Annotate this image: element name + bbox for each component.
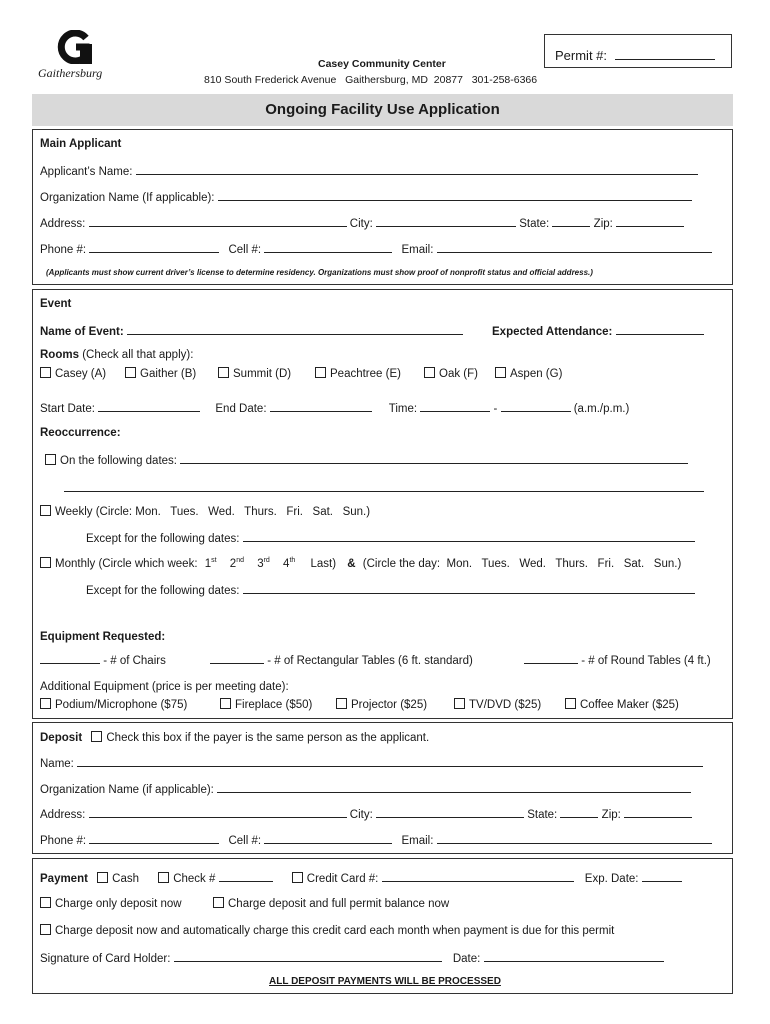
chairs-input[interactable] [40, 653, 100, 664]
following-dates-label: On the following dates: [60, 455, 177, 467]
equipment-heading: Equipment Requested: [40, 631, 166, 643]
zip-input[interactable] [616, 216, 684, 227]
checkbox-icon[interactable] [315, 367, 326, 378]
room-summit-label: Summit (D) [233, 368, 292, 380]
following-dates-input[interactable] [180, 453, 688, 464]
applicant-note: (Applicants must show current driver’s license to determine residency. Organizations must show proof of nonprofit status and official address.) [46, 268, 593, 277]
room-casey-label: Casey (A) [55, 368, 107, 380]
weekly-checkbox[interactable] [40, 505, 51, 516]
deposit-only-checkbox[interactable] [40, 897, 51, 908]
weekly-except-label: Except for the following dates: [86, 533, 240, 545]
credit-card-input[interactable] [382, 871, 574, 882]
org-name-row [40, 190, 692, 204]
cash-checkbox[interactable] [97, 872, 108, 883]
start-date-input[interactable] [98, 401, 200, 412]
zip-label: Zip: [593, 218, 613, 230]
equip-coffee-maker[interactable] [565, 698, 679, 711]
week-1-suffix: st [211, 557, 217, 565]
reoccurrence-label: Reoccurrence: [40, 427, 121, 439]
deposit-org-input[interactable] [217, 782, 691, 793]
applicant-name-row [40, 164, 698, 178]
dates-row [40, 401, 629, 415]
chairs-row [40, 653, 166, 667]
ampersand: & [347, 558, 356, 570]
address-input[interactable] [89, 216, 347, 227]
week-2-num: 2 [229, 558, 237, 570]
following-dates-row [45, 453, 688, 467]
payment-heading: Payment [40, 873, 88, 885]
state-label: State: [519, 218, 550, 230]
phone-row [40, 242, 712, 256]
permit-box [544, 34, 732, 68]
week-last[interactable]: Last) [310, 558, 337, 570]
pay-cash-label: Cash [112, 873, 139, 885]
deposit-zip-label: Zip: [601, 809, 621, 821]
monthly-except-label: Except for the following dates: [86, 585, 240, 597]
week-2[interactable] [230, 558, 244, 570]
event-name-input[interactable] [127, 324, 463, 335]
week-3-num: 3 [257, 558, 264, 570]
checkbox-icon[interactable] [218, 367, 229, 378]
attendance-row [492, 324, 704, 338]
room-peachtree-label: Peachtree (E) [330, 368, 401, 380]
title-bar [32, 94, 733, 126]
checkbox-icon[interactable] [40, 367, 51, 378]
address-label: Address: [40, 218, 86, 230]
equip-tv-dvd-label: TV/DVD ($25) [469, 699, 542, 711]
equip-podium[interactable] [40, 698, 187, 711]
deposit-org-row [40, 782, 691, 796]
deposit-only-label: Charge only deposit now [55, 898, 182, 910]
following-dates-checkbox[interactable] [45, 454, 56, 465]
round-tables-input[interactable] [524, 653, 578, 664]
charge-deposit-only[interactable] [40, 897, 182, 910]
room-oak-label: Oak (F) [439, 368, 478, 380]
charge-deposit-auto[interactable] [40, 924, 614, 937]
phone-label: Phone #: [40, 244, 87, 256]
monthly-row[interactable] [40, 557, 681, 570]
room-aspen[interactable] [495, 367, 562, 380]
deposit-same-payer-checkbox[interactable] [91, 731, 102, 742]
logo-text: Gaithersburg [38, 66, 103, 80]
weekly-except-row [86, 531, 695, 545]
deposit-phone-input[interactable] [89, 833, 219, 844]
equip-fireplace[interactable] [220, 698, 312, 711]
city-input[interactable] [376, 216, 516, 227]
charge-deposit-full[interactable] [213, 897, 449, 910]
applicant-name-input[interactable] [136, 164, 698, 175]
pay-check-label: Check # [173, 873, 216, 885]
week-1[interactable] [205, 558, 217, 570]
deposit-cell-label: Cell #: [228, 835, 262, 847]
gaithersburg-logo-icon [56, 30, 96, 64]
deposit-full-label: Charge deposit and full permit balance now [228, 898, 450, 910]
rect-tables-label: - # of Rectangular Tables (6 ft. standard) [267, 655, 473, 667]
deposit-email-input[interactable] [437, 833, 712, 844]
state-input[interactable] [552, 216, 590, 227]
logo [38, 30, 118, 82]
applicant-name-label: Applicant’s Name: [40, 166, 133, 178]
week-4[interactable] [283, 558, 295, 570]
deposit-name-row [40, 756, 703, 770]
org-name-input[interactable] [218, 190, 692, 201]
deposit-phone-label: Phone #: [40, 835, 87, 847]
deposit-state-label: State: [527, 809, 558, 821]
permit-label: Permit #: [555, 48, 608, 63]
rect-tables-row [210, 653, 473, 667]
signature-date-label: Date: [452, 953, 481, 965]
permit-number-field[interactable] [615, 49, 715, 60]
deposit-email-label: Email: [401, 835, 434, 847]
check-checkbox[interactable] [158, 872, 169, 883]
room-summit[interactable] [218, 367, 291, 380]
pay-credit-label: Credit Card #: [306, 873, 379, 885]
checkbox-icon[interactable] [565, 698, 576, 709]
monthly-label: Monthly (Circle which week: [55, 558, 198, 570]
end-date-input[interactable] [270, 401, 372, 412]
time-end-input[interactable] [501, 401, 571, 412]
event-heading: Event [40, 298, 72, 310]
checkbox-icon[interactable] [40, 698, 51, 709]
rooms-label: Rooms [40, 349, 79, 361]
rooms-label-row [40, 349, 193, 361]
equip-podium-label: Podium/Microphone ($75) [55, 699, 188, 711]
round-tables-label: - # of Round Tables (4 ft.) [581, 655, 711, 667]
room-gaither-label: Gaither (B) [140, 368, 197, 380]
weekly-row[interactable] [40, 505, 370, 518]
main-applicant-section [32, 129, 733, 285]
signature-row [40, 951, 664, 965]
signature-input[interactable] [174, 951, 442, 962]
equip-tv-dvd[interactable] [454, 698, 541, 711]
exp-date-input[interactable] [642, 871, 682, 882]
payment-method-row [40, 871, 682, 885]
signature-label: Signature of Card Holder: [40, 953, 171, 965]
monthly-checkbox[interactable] [40, 557, 51, 568]
deposit-auto-checkbox[interactable] [40, 924, 51, 935]
end-date-label: End Date: [215, 403, 267, 415]
deposit-full-checkbox[interactable] [213, 897, 224, 908]
deposit-cell-input[interactable] [264, 833, 392, 844]
monthly-except-input[interactable] [243, 583, 695, 594]
checkbox-icon[interactable] [424, 367, 435, 378]
rect-tables-input[interactable] [210, 653, 264, 664]
cell-label: Cell #: [228, 244, 262, 256]
event-name-label: Name of Event: [40, 326, 124, 338]
room-casey[interactable] [40, 367, 106, 380]
email-input[interactable] [437, 242, 712, 253]
following-dates-input-2[interactable] [64, 481, 704, 492]
checkbox-icon[interactable] [495, 367, 506, 378]
pay-check[interactable] [158, 873, 215, 885]
deposit-phone-row [40, 833, 712, 847]
monthly-except-row [86, 583, 695, 597]
checkbox-icon[interactable] [220, 698, 231, 709]
deposit-org-label: Organization Name (if applicable): [40, 784, 214, 796]
deposit-city-label: City: [349, 809, 373, 821]
city-label: City: [349, 218, 373, 230]
deposit-heading-row [40, 731, 429, 744]
equip-projector[interactable] [336, 698, 427, 711]
phone-input[interactable] [89, 242, 219, 253]
week-4-suffix: th [289, 557, 296, 565]
equip-coffee-maker-label: Coffee Maker ($25) [580, 699, 679, 711]
start-date-label: Start Date: [40, 403, 95, 415]
attendance-label: Expected Attendance: [492, 326, 613, 338]
pay-credit[interactable] [292, 873, 379, 885]
chairs-label: - # of Chairs [103, 655, 166, 667]
round-tables-row [524, 653, 711, 667]
event-name-row [40, 324, 463, 338]
deposit-zip-input[interactable] [624, 807, 692, 818]
week-3-suffix: rd [263, 557, 270, 565]
pay-cash[interactable] [97, 873, 139, 885]
weekly-except-input[interactable] [243, 531, 695, 542]
rooms-hint: (Check all that apply): [82, 349, 194, 361]
room-gaither[interactable] [125, 367, 196, 380]
deposit-name-label: Name: [40, 758, 74, 770]
time-dash: - [493, 403, 498, 415]
check-number-input[interactable] [219, 871, 273, 882]
address-row [40, 216, 684, 230]
ampm-label: (a.m./p.m.) [573, 403, 630, 415]
equip-projector-label: Projector ($25) [351, 699, 428, 711]
additional-equipment-label: Additional Equipment (price is per meeting date): [40, 681, 289, 693]
deposit-name-input[interactable] [77, 756, 703, 767]
time-start-input[interactable] [420, 401, 490, 412]
exp-date-label: Exp. Date: [584, 873, 639, 885]
week-2-suffix: nd [236, 557, 244, 565]
checkbox-icon[interactable] [125, 367, 136, 378]
cell-input[interactable] [264, 242, 392, 253]
room-peachtree[interactable] [315, 367, 401, 380]
deposit-state-input[interactable] [560, 807, 598, 818]
week-3[interactable] [257, 558, 270, 570]
center-name: Casey Community Center [318, 58, 446, 70]
time-label: Time: [388, 403, 418, 415]
email-label: Email: [401, 244, 434, 256]
week-1-num: 1 [204, 558, 212, 570]
signature-date-input[interactable] [484, 951, 664, 962]
deposit-address-row [40, 807, 692, 821]
checkbox-icon[interactable] [454, 698, 465, 709]
deposit-auto-label: Charge deposit now and automatically charge this credit card each month when payment is due for this permit [55, 925, 615, 937]
equip-fireplace-label: Fireplace ($50) [235, 699, 313, 711]
deposit-heading: Deposit [40, 732, 83, 744]
checkbox-icon[interactable] [336, 698, 347, 709]
deposit-address-input[interactable] [89, 807, 347, 818]
main-applicant-heading: Main Applicant [40, 138, 122, 150]
deposit-address-label: Address: [40, 809, 86, 821]
deposit-same-payer-label: Check this box if the payer is the same person as the applicant. [106, 732, 430, 744]
room-aspen-label: Aspen (G) [510, 368, 563, 380]
org-name-label: Organization Name (If applicable): [40, 192, 215, 204]
deposit-city-input[interactable] [376, 807, 524, 818]
week-4-num: 4 [283, 558, 290, 570]
deposit-processed-note: ALL DEPOSIT PAYMENTS WILL BE PROCESSED [269, 976, 501, 987]
weekly-label: Weekly (Circle: Mon. Tues. Wed. Thurs. Fri. Sat. Sun.) [55, 506, 371, 518]
attendance-input[interactable] [616, 324, 704, 335]
room-oak[interactable] [424, 367, 478, 380]
monthly-days: (Circle the day: Mon. Tues. Wed. Thurs. Fri. Sat. Sun.) [362, 558, 682, 570]
page-title: Ongoing Facility Use Application [265, 101, 500, 118]
credit-checkbox[interactable] [292, 872, 303, 883]
center-address: 810 South Frederick Avenue Gaithersburg, MD 20877 301-258-6366 [204, 74, 538, 86]
